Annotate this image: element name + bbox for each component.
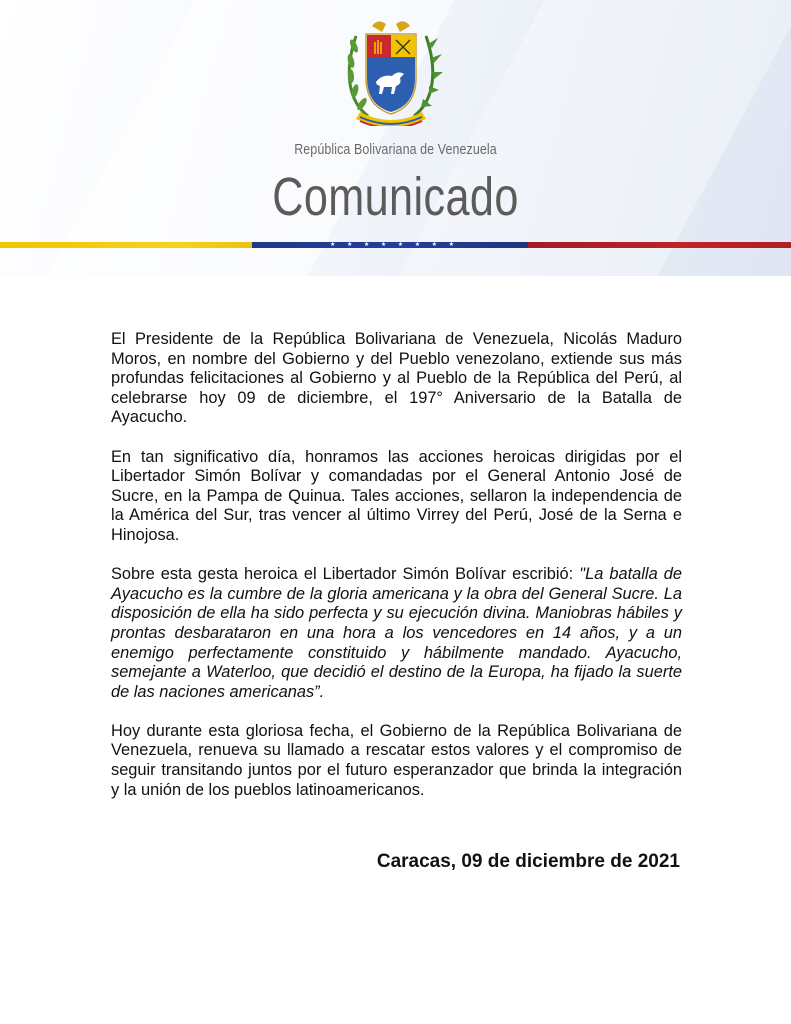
paragraph-bolivar-quote bbox=[111, 565, 682, 702]
communique-body bbox=[111, 330, 682, 820]
star-icon: ★ bbox=[363, 242, 370, 248]
star-icon: ★ bbox=[448, 242, 454, 248]
quote-intro: Sobre esta gesta heroica el Libertador Simón Bolívar escribió: bbox=[111, 565, 580, 584]
paragraph-congratulations: El Presidente de la República Bolivariana de Venezuela, Nicolás Maduro Moros, en nombre del Gobierno y del Pueblo venezolano, extiende sus más profundas felicitaciones al Gobierno y al Pueblo de la República del Perú, al celebrarse hoy 09 de diciembre, el 197° Aniversario de la Batalla de Ayacucho. bbox=[111, 330, 682, 427]
paragraph-renewal: Hoy durante esta gloriosa fecha, el Gobierno de la República Bolivariana de Venezuela, renueva su llamado a rescatar estos valores y el compromiso de seguir transitando juntos por el futuro esperanzador que brinda la integración y la unión de los pueblos latinoamericanos. bbox=[111, 721, 682, 799]
star-icon: ★ bbox=[346, 242, 353, 248]
page-title: Comunicado bbox=[272, 167, 519, 227]
paragraph-homage: En tan significativo día, honramos las acciones heroicas dirigidas por el Libertador Simón Bolívar y comandadas por el General Antonio José de Sucre, en la Pampa de Quinua. Tales acciones, sellaron la independencia de la América del Sur, tras vencer al último Virrey del Perú, José de la Serna e Hinojosa. bbox=[111, 447, 682, 544]
republic-name: República Bolivariana de Venezuela bbox=[294, 142, 497, 158]
flag-stars bbox=[330, 240, 454, 250]
flag-bar-red bbox=[528, 242, 791, 248]
place-and-date: Caracas, 09 de diciembre de 2021 bbox=[376, 851, 680, 872]
letterhead bbox=[0, 0, 791, 276]
star-icon: ★ bbox=[431, 242, 438, 248]
star-icon: ★ bbox=[380, 242, 387, 248]
star-icon: ★ bbox=[397, 242, 404, 248]
flag-bar-yellow bbox=[0, 242, 256, 248]
star-icon: ★ bbox=[414, 242, 421, 248]
star-icon: ★ bbox=[330, 242, 336, 248]
bolivar-quote: "La batalla de Ayacucho es la cumbre de la gloria americana y la obra del General Sucre. La disposición de ella ha sido perfecta y su ejecución divina. Maniobras hábiles y prontas desbarataron en una hora a los vencedores en 14 años, y a un enemigo perfectamente constituido y hábilmente mandado. Ayacucho, semejante a Waterloo, que decidió el destino de la Europa, ha fijado la suerte de las naciones americanas”. bbox=[111, 565, 682, 701]
coat-of-arms-icon bbox=[338, 16, 444, 126]
